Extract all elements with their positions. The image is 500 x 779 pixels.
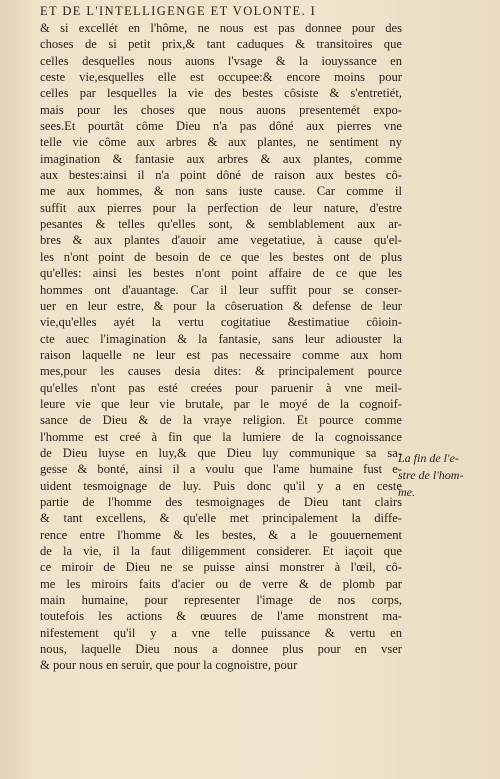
text-line: ceste vie,esquelles elle est occupee:& encore moins pour bbox=[40, 70, 402, 85]
text-line: de Dieu luyse en luy,& que Dieu luy communique sa sa- bbox=[40, 445, 402, 460]
text-line: l'homme est creé à fin que la lumiere de la cognoissance bbox=[40, 429, 402, 444]
running-head: ET DE L'INTELLIGENGE ET VOLONTE. I bbox=[40, 4, 317, 18]
text-line: mais pour les choses que nous auons presentemét expo- bbox=[40, 102, 402, 117]
text-line: ce miroir de Dieu ne se puisse ainsi monstrer à l'œil, cô- bbox=[40, 560, 402, 575]
text-line: me aux hommes, & non sans iuste cause. Car comme il bbox=[40, 184, 402, 199]
text-line: & pour nous en seruir, que pour la cognoistre, pour bbox=[40, 658, 298, 673]
text-line: leure vie que leur vie brutale, par le moyé de la cognoif- bbox=[40, 396, 402, 411]
text-line: celles desquelles nous auons l'vsage & la iouyssance en bbox=[40, 53, 402, 68]
text-line: uident tesmoignage de luy. Puis donc qu'il y a en ceste bbox=[40, 478, 402, 493]
text-line: cte auec l'imagination & la fantasie, sans leur adiouster la bbox=[40, 331, 402, 346]
text-line: nous, laquelle Dieu nous a donnee plus pour en vser bbox=[40, 642, 402, 657]
text-line: pesantes & telles qu'elles sont, & semblablement aux ar- bbox=[40, 217, 402, 232]
text-line: rence entre l'homme & les bestes, & a le gouuernement bbox=[40, 527, 402, 542]
text-line: uer en leur estre, & pour la côseruation & defense de leur bbox=[40, 298, 402, 313]
text-line: de la vie, il la faut diligemment considerer. Et iaçoit que bbox=[40, 544, 402, 558]
margin-note bbox=[398, 450, 498, 501]
text-line: raison laquelle ne leur est pas necessaire comme aux hom bbox=[40, 347, 402, 362]
text-line: hommes ont d'auantage. Car il leur suffit pour se conser- bbox=[40, 282, 402, 297]
text-line: suffit aux pierres pour la perfection de leur nature, d'estre bbox=[40, 200, 402, 215]
text-line: main humaine, pour representer l'image de nos corps, bbox=[40, 593, 402, 608]
text-line: qu'elles: ainsi les bestes n'ont point affaire de ce que les bbox=[40, 266, 402, 281]
margin-note-line: La fin de l'e- bbox=[398, 451, 459, 465]
text-line: toutefois les actions & œuures de l'ame monstrent ma- bbox=[40, 609, 402, 624]
text-line: sees.Et pourtât côme Dieu n'a pas dôné aux pierres vne bbox=[40, 119, 402, 134]
text-line: bres & aux plantes d'auoir ame vegetatiue, à cause qu'el- bbox=[40, 233, 402, 248]
text-line: gesse & bonté, ainsi il a voulu que l'ame humaine fust e- bbox=[40, 462, 402, 477]
text-line: nifestement qu'il y a vne telle puissance & vertu en bbox=[40, 625, 402, 640]
margin-note-line: me. bbox=[398, 485, 415, 499]
text-line: aux bestes:ainsi il n'a point dôné de raison aux bestes cô- bbox=[40, 168, 402, 183]
text-line: telle vie côme aux arbres & aux plantes, ne sentiment ny bbox=[40, 135, 402, 150]
text-line: celles par lesquelles la vie des bestes côsiste & s'entretiét, bbox=[40, 86, 402, 101]
text-line: imagination & fantasie aux arbres & aux plantes, comme bbox=[40, 151, 402, 166]
margin-note-line: stre de l'hom- bbox=[398, 468, 464, 482]
text-line: & tant excellens, & qu'elle met principalement la diffe- bbox=[40, 511, 402, 526]
text-line: me les miroirs faits d'acier ou de verre & de plomb par bbox=[40, 576, 402, 591]
text-line: les n'ont point de besoin de ce que les bestes ont de plus bbox=[40, 249, 402, 264]
text-line: vie,qu'elles ayét la vertu cogitatiue &estimatiue côioin- bbox=[40, 315, 402, 330]
text-line: qu'elles n'ont pas esté creées pour paruenir à vne meil- bbox=[40, 380, 402, 395]
text-line: choses de si petit prix,& tant caduques & transitoires que bbox=[40, 37, 402, 52]
body-text bbox=[40, 20, 402, 674]
text-line: sance de Dieu & de la vraye religion. Et pource comme bbox=[40, 413, 402, 428]
text-line: & si excellét en l'hôme, ne nous est pas donnee pour des bbox=[40, 21, 402, 35]
text-line: mes,pour les causes desia dites: & principalement pource bbox=[40, 364, 402, 379]
text-line: partie de l'homme des tesmoignages de Dieu tant clairs bbox=[40, 494, 402, 509]
